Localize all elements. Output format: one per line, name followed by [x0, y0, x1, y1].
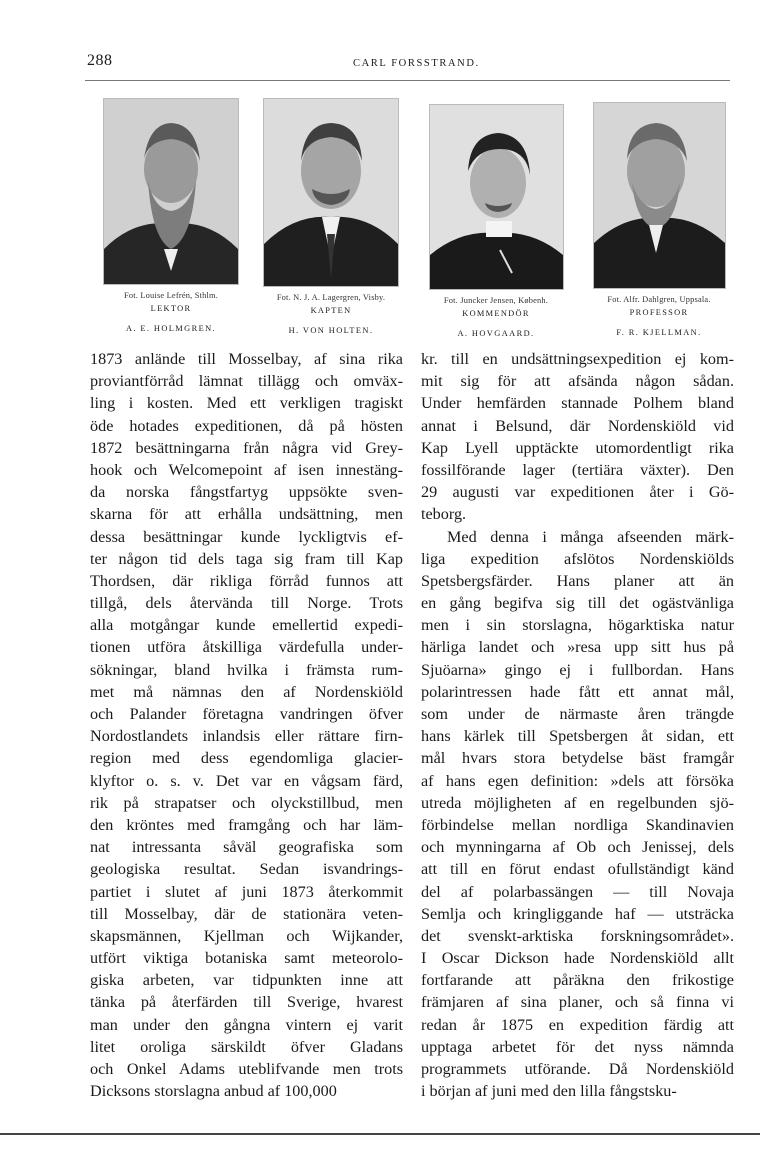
text-line: Sjuöarna» gingo ej i fullbordan. Hans [421, 660, 734, 679]
portrait-von-holten [258, 98, 404, 335]
text-line: geologiska resultat. Sedan isvandrings- [90, 860, 403, 879]
portrait-name: A. E. HOLMGREN. [125, 324, 217, 333]
text-line: Thordsen, där rikliga förråd funnos att [90, 571, 403, 590]
text-line: af hans egen definition: »dels att försöka [421, 771, 734, 790]
text-line: teborg. [421, 505, 467, 524]
text-line: mit sig för att afsända någon sådan. [421, 372, 734, 391]
text-line: tillgå, dels återvända till Norge. Trots [90, 594, 403, 613]
portrait-photo-holmgren [103, 98, 239, 285]
text-line: öde hotades expeditionen, då på hösten [90, 416, 403, 435]
text-line: en gång begifva sig till det ogästvänliga [421, 594, 734, 613]
text-line: ling i kosten. Med ett verkligen tragiskt [90, 394, 403, 413]
text-line: att till en förut endast ofullständigt känd [421, 860, 734, 879]
text-line: som under de närmaste åren trängde [421, 705, 734, 723]
text-line: utfört viktiga botaniska samt meteorolo- [90, 949, 403, 968]
text-line: tänka på återfärden till Sverige, hvarest [90, 993, 403, 1012]
text-line: 1872 besättningarna från några vid Grey- [90, 438, 403, 457]
text-line: Under hemfärden stannade Polhem bland [421, 394, 734, 413]
text-line: nat intressanta såväl geografiska som [90, 838, 403, 857]
photo-credit: Fot. Juncker Jensen, Københ. [443, 296, 549, 305]
text-line: klyftor o. s. v. Det var en vågsam färd, [90, 771, 403, 790]
text-line: kr. till en undsättningsexpedition ej kom- [421, 350, 734, 368]
text-line: härliga landet och »resa upp sitt hus på [421, 638, 734, 657]
text-line: liga expedition afslötos Nordenskiölds [421, 549, 734, 568]
portrait-name: F. R. KJELLMAN. [616, 328, 702, 337]
text-line: och mynningarna af Ob och Jenissej, dels [421, 838, 734, 857]
text-line: Kap Lyell upptäckte utomordentligt rika [421, 438, 734, 457]
text-line: Nordostlandets inlandsis eller rättare firn- [90, 727, 403, 746]
text-line: i början af juni med den lilla fångstsku- [421, 1082, 677, 1101]
text-line: met må nämnas den af Nordenskiöld [90, 682, 403, 701]
text-line: och Palander företagna vandringen öfver [90, 705, 403, 723]
text-line: 1873 anlände till Mosselbay, af sina rika [90, 350, 403, 368]
text-line: fossilförande lager (tertiära växter). Den [421, 460, 734, 479]
text-line: giska arbeten, var tidpunkten inne att [90, 971, 403, 990]
text-line: Semlja och kringliggande haf — utsträcka [421, 904, 734, 923]
portrait-name: A. HOVGAARD. [457, 329, 535, 338]
portrait-gallery [0, 98, 760, 343]
text-line: da norska fångstfartyg uppsökte sven- [90, 483, 403, 502]
portrait-photo-hovgaard [429, 104, 564, 290]
text-line: rik på strapatser och olyckstillbud, men [90, 793, 403, 812]
text-line: ter någon tid dels taga sig fram till Kap [90, 549, 403, 568]
text-line: hans kärlek till Spetsbergen åt sidan, ett [421, 727, 734, 746]
portrait-title: KAPTEN [310, 306, 352, 315]
text-line: I Oscar Dickson hade Nordenskiöld allt [421, 949, 734, 968]
text-line: polarintressen hade fått ett annat mål, [421, 682, 734, 701]
photo-credit: Fot. N. J. A. Lagergren, Visby. [276, 293, 386, 302]
portrait-kjellman [588, 102, 730, 337]
text-line: alla motgångar kunde emellertid expedi- [90, 616, 403, 635]
text-line: till Mosselbay, där de stationära veten- [90, 904, 403, 923]
portrait-title: KOMMENDÖR [462, 309, 530, 318]
portrait-photo-von-holten [263, 98, 399, 287]
text-line: programmets utförande. Då Nordenskiöld [421, 1060, 734, 1078]
text-line: Dicksons storslagna anbud af 100,000 [90, 1082, 337, 1101]
text-line: mål hvars stora betydelse bäst framgår [421, 749, 734, 768]
text-column-right [421, 348, 734, 1102]
text-line: del af polarbassängen — till Novaja [421, 882, 734, 901]
text-line: förbindelse mellan nordliga Skandinavien [421, 815, 734, 834]
text-column-left [90, 348, 403, 1102]
text-line: det svenskt-arktiska forskningsområdet». [421, 926, 734, 945]
text-line: litet oroliga särskildt öfver Gladans [90, 1037, 403, 1056]
header-rule [85, 80, 730, 81]
text-line: främjaren af sina planer, och så finna vi [421, 993, 734, 1012]
text-line: skarna för att erhålla undsättning, men [90, 505, 403, 524]
running-head: CARL FORSSTRAND. [353, 58, 480, 69]
text-line: fortfarande att påräkna den frikostige [421, 971, 734, 990]
portrait-hovgaard [427, 104, 565, 338]
text-line: skapsmännen, Kjellman och Wijkander, [90, 926, 403, 945]
text-line: men i sin storslagna, högarktiska natur [421, 616, 734, 635]
text-line: annat i Belsund, där Nordenskiöld vid [421, 416, 734, 435]
portrait-holmgren [100, 98, 242, 333]
portrait-title: PROFESSOR [629, 308, 689, 317]
text-line: 29 augusti var expeditionen åter i Gö- [421, 483, 734, 502]
text-line: tionen utföra åtskilliga värdefulla under- [90, 638, 403, 657]
text-line: hook och Welcomepoint af isen innestäng- [90, 460, 403, 479]
text-line: partiet i slutet af juni 1873 återkommit [90, 882, 403, 901]
photo-credit: Fot. Alfr. Dahlgren, Uppsala. [607, 295, 711, 304]
text-line: och Onkel Adams uteblifvande men trots [90, 1060, 403, 1078]
portrait-name: H. VON HOLTEN. [288, 326, 374, 335]
text-line: redan år 1875 en expedition färdig att [421, 1015, 734, 1034]
photo-credit: Fot. Louise Lefrén, Sthlm. [123, 291, 219, 300]
text-line: sökningar, bland hvilka i främsta rum- [90, 660, 403, 679]
text-line: utreda möjligheten af en regelbunden sjö- [421, 793, 734, 812]
page-header [0, 52, 760, 76]
text-line: Spetsbergsfärder. Hans planer att än [421, 571, 734, 590]
text-line: upptaga arbetet för det nyss nämnda [421, 1037, 734, 1056]
text-line: region med dess egendomliga glacier- [90, 749, 403, 768]
text-line: Med denna i många afseenden märk- [447, 527, 734, 546]
text-line: proviantförråd lämnat tillägg och omväx- [90, 372, 403, 391]
text-line: den kröntes med framgång och har läm- [90, 815, 403, 834]
text-line: man under den gångna vintern ej varit [90, 1015, 403, 1034]
text-line: dessa besättningar kunde lyckligtvis ef- [90, 527, 403, 546]
page-bottom-edge [0, 1133, 760, 1135]
page-number: 288 [87, 52, 113, 69]
portrait-photo-kjellman [593, 102, 726, 289]
portrait-title: LEKTOR [150, 304, 192, 313]
